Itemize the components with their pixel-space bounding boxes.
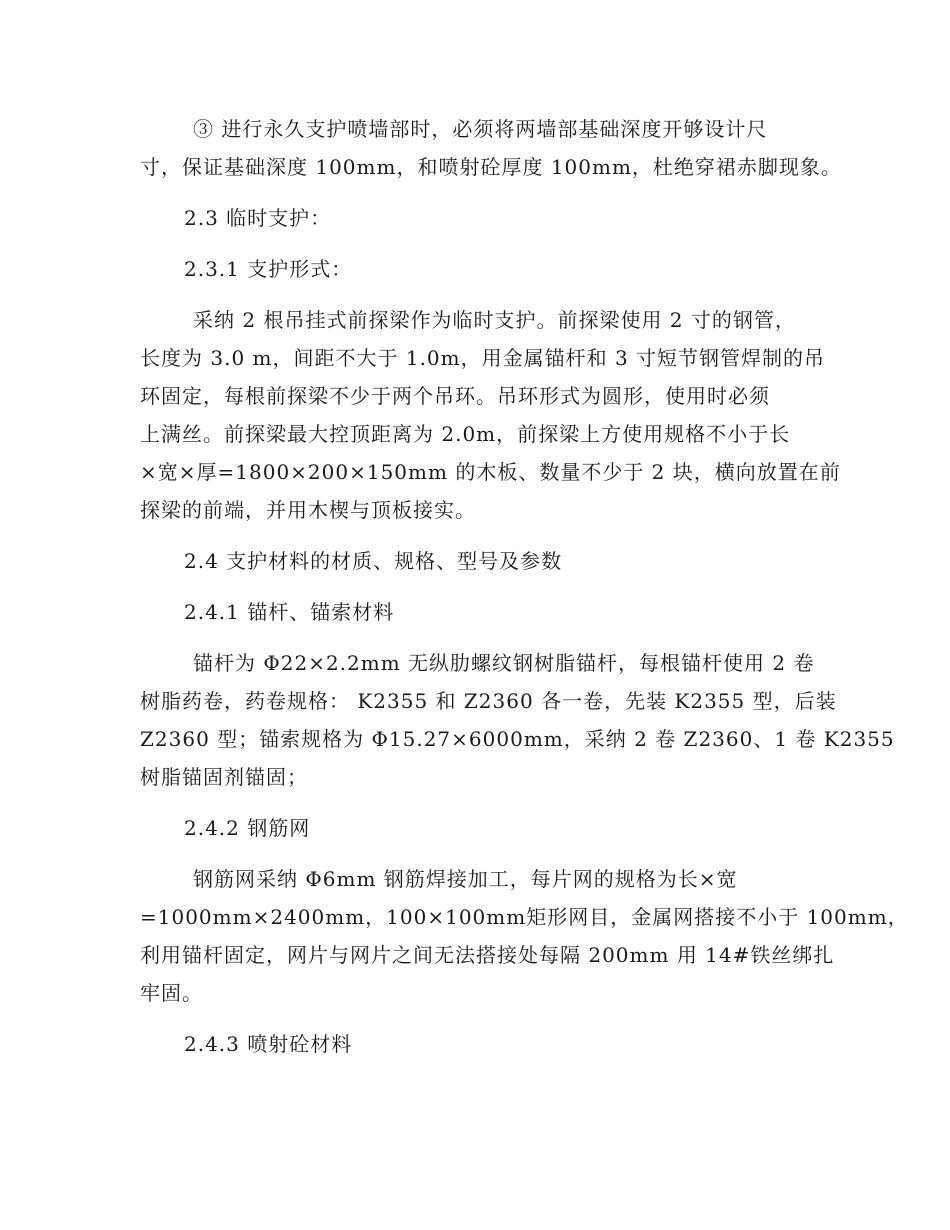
section-heading: 2.3 临时支护： — [184, 206, 332, 230]
paragraph-line: 采纳 2 根吊挂式前探梁作为临时支护。前探梁使用 2 寸的钢管， — [193, 308, 796, 332]
section-heading: 2.4 支护材料的材质、规格、型号及参数 — [184, 549, 563, 573]
paragraph-line: ×宽×厚=1800×200×150mm 的木板、数量不少于 2 块，横向放置在前 — [140, 460, 841, 484]
paragraph-line: 寸，保证基础深度 100mm，和喷射砼厚度 100mm，杜绝穿裙赤脚现象。 — [140, 155, 842, 179]
paragraph-line: 探梁的前端，并用木楔与顶板接实。 — [140, 498, 476, 522]
paragraph-line: =1000mm×2400mm，100×100mm矩形网目，金属网搭接不小于 100mm， — [140, 905, 909, 929]
paragraph-line: 树脂锚固剂锚固； — [140, 765, 308, 789]
paragraph-line: 牢固。 — [140, 981, 203, 1005]
subsection-heading: 2.4.3 喷射砼材料 — [184, 1032, 353, 1056]
subsection-heading: 2.3.1 支护形式： — [184, 257, 353, 281]
subsection-heading: 2.4.2 钢筋网 — [184, 816, 311, 840]
subsection-heading: 2.4.1 锚杆、锚索材料 — [184, 600, 395, 624]
paragraph-line: 长度为 3.0 m，间距不大于 1.0m，用金属锚杆和 3 寸短节钢管焊制的吊 — [140, 346, 826, 370]
paragraph-line: 锚杆为 Φ22×2.2mm 无纵肋螺纹钢树脂锚杆，每根锚杆使用 2 卷 — [193, 651, 815, 675]
paragraph-line: 上满丝。前探梁最大控顶距离为 2.0m，前探梁上方使用规格不小于长 — [140, 422, 791, 446]
paragraph-line: Z2360 型；锚索规格为 Φ15.27×6000mm，采纳 2 卷 Z2360、1 卷 K2355 — [140, 727, 895, 751]
paragraph-line: 环固定，每根前探梁不少于两个吊环。吊环形式为圆形，使用时必须 — [140, 384, 770, 408]
paragraph-line: 利用锚杆固定，网片与网片之间无法搭接处每隔 200mm 用 14#铁丝绑扎 — [140, 943, 835, 967]
paragraph-line: 树脂药卷，药卷规格： K2355 和 Z2360 各一卷，先装 K2355 型，后装 — [140, 689, 837, 713]
paragraph-line: ③ 进行永久支护喷墙部时，必须将两墙部基础深度开够设计尺 — [193, 117, 768, 141]
paragraph-line: 钢筋网采纳 Φ6mm 钢筋焊接加工，每片网的规格为长×宽 — [193, 867, 738, 891]
